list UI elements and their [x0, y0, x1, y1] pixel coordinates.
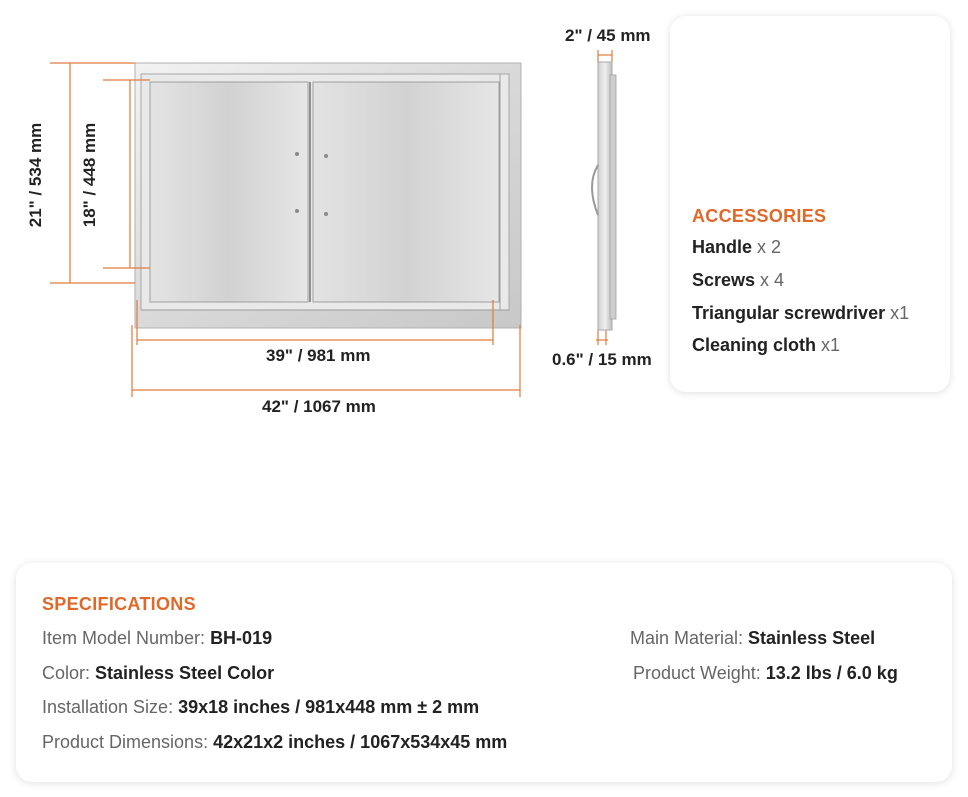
accessory-qty: x1 [816, 335, 841, 355]
accessory-name: Triangular screwdriver [692, 303, 886, 323]
spec-main-material [630, 628, 875, 649]
specifications-title: SPECIFICATIONS [42, 594, 196, 614]
dimension-width-inner: 39" / 981 mm [266, 346, 371, 365]
spec-value: 13.2 lbs / 6.0 kg [765, 663, 898, 683]
spec-value: 42x21x2 inches / 1067x534x45 mm [213, 732, 508, 752]
accessories-title: ACCESSORIES [692, 206, 827, 226]
accessories-card [670, 16, 950, 392]
specifications-card [16, 563, 952, 782]
spec-value: 39x18 inches / 981x448 mm ± 2 mm [178, 697, 480, 717]
latch-pin-icon [324, 212, 328, 216]
accessory-name: Screws [692, 270, 756, 290]
spec-label: Installation Size: [42, 697, 179, 717]
latch-pin-icon [324, 154, 328, 158]
door-right-panel [313, 82, 499, 302]
latch-pin-icon [295, 152, 299, 156]
spec-label: Item Model Number: [42, 628, 211, 648]
door-left-panel [150, 82, 308, 302]
spec-color [42, 663, 274, 684]
spec-model-number [42, 628, 272, 649]
accessory-name: Handle [692, 237, 753, 257]
spec-value: Stainless Steel Color [95, 663, 275, 683]
spec-label: Product Dimensions: [42, 732, 214, 752]
dimension-height-inner: 18" / 448 mm [80, 122, 99, 228]
latch-pin-icon [295, 209, 299, 213]
accessory-item [692, 237, 781, 258]
spec-label: Main Material: [630, 628, 749, 648]
accessory-qty: x 4 [755, 270, 785, 290]
dimension-height-outer: 21" / 534 mm [26, 122, 45, 228]
dimension-depth: 2" / 45 mm [565, 26, 651, 45]
accessory-name: Cleaning cloth [692, 335, 817, 355]
spec-product-weight [633, 663, 898, 684]
spec-label: Product Weight: [633, 663, 766, 683]
accessory-item [692, 335, 840, 356]
dimension-width-outer: 42" / 1067 mm [262, 397, 376, 416]
accessory-item [692, 303, 909, 324]
dimension-thickness: 0.6" / 15 mm [552, 350, 652, 369]
accessory-item [692, 270, 784, 291]
spec-installation-size [42, 697, 479, 718]
spec-value: Stainless Steel [748, 628, 876, 648]
accessory-qty: x1 [885, 303, 910, 323]
spec-label: Color: [42, 663, 96, 683]
spec-product-dimensions [42, 732, 507, 753]
accessory-qty: x 2 [752, 237, 782, 257]
spec-value: BH-019 [210, 628, 273, 648]
